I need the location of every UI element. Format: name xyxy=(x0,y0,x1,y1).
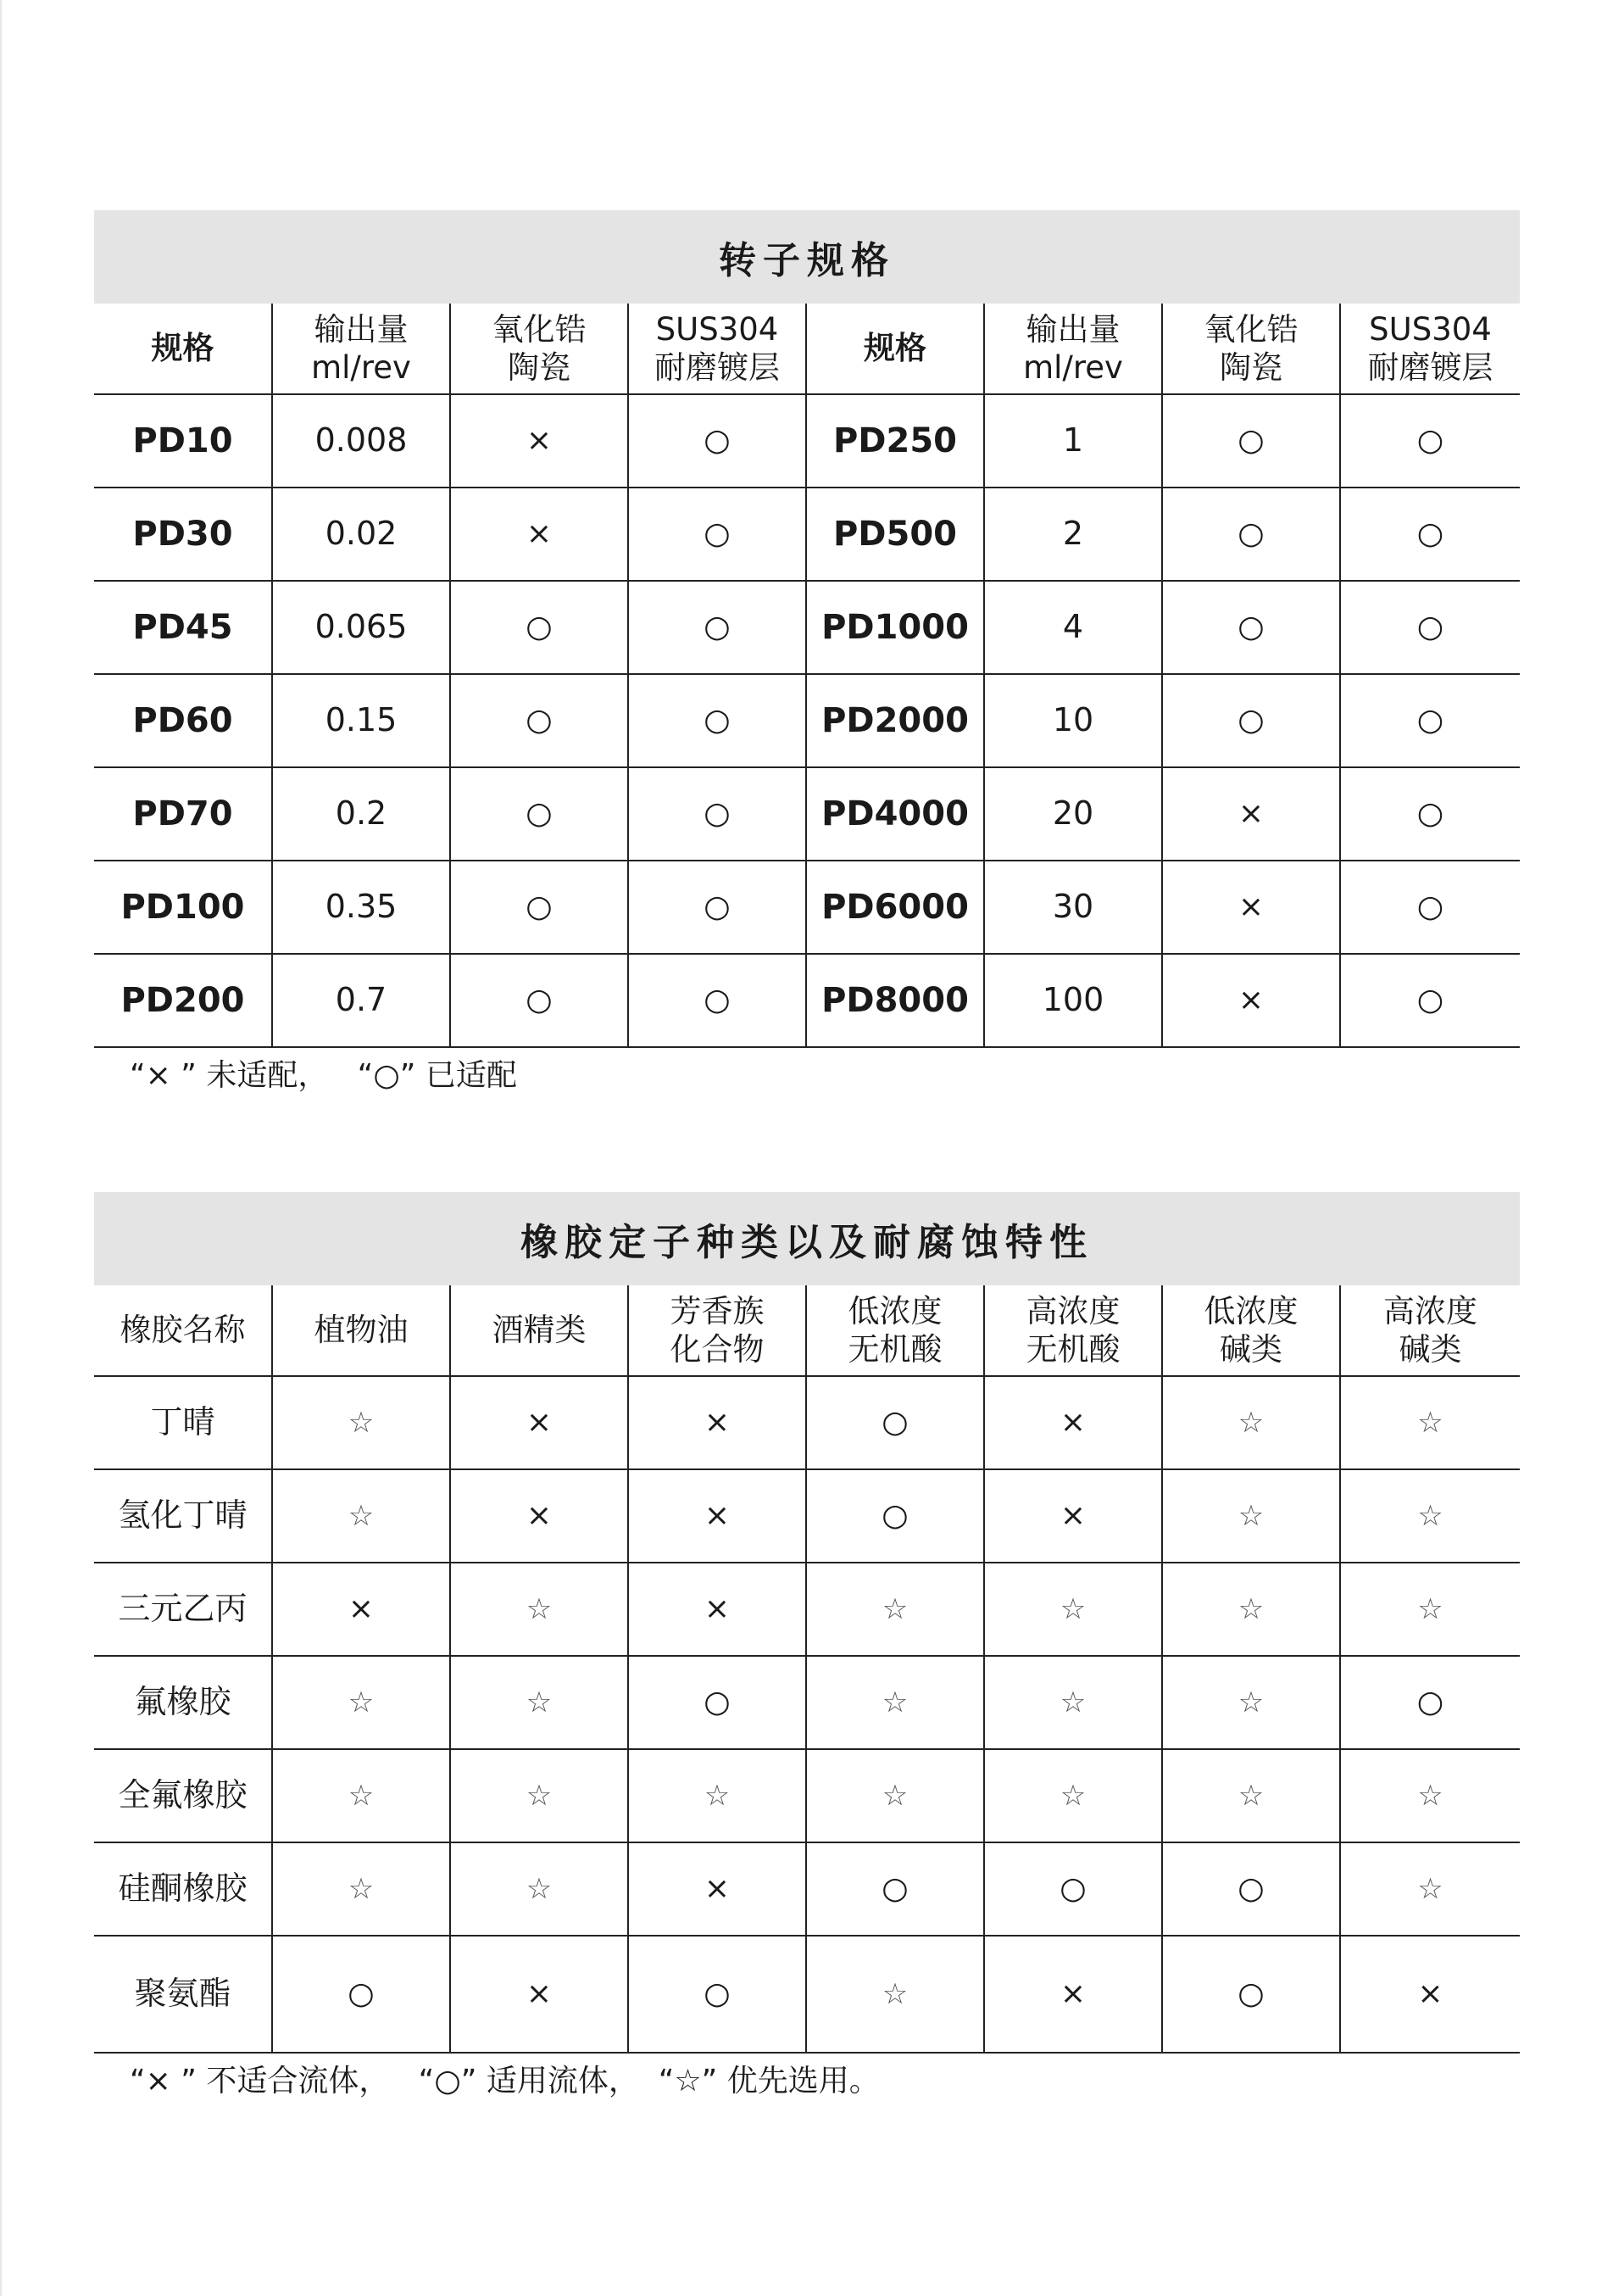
table-cell: ○ xyxy=(1340,1656,1520,1749)
table-row xyxy=(94,861,1520,954)
row-label-cell: PD250 xyxy=(806,394,984,488)
table-cell: ☆ xyxy=(1162,1656,1340,1749)
table-cell: ○ xyxy=(1340,394,1520,488)
table-cell: 三元乙丙 xyxy=(94,1563,272,1656)
table-cell: ○ xyxy=(1340,488,1520,581)
table-cell: 0.15 xyxy=(272,674,450,767)
row-label-cell: PD70 xyxy=(94,767,272,861)
table-row xyxy=(94,1656,1520,1749)
table-cell: 氢化丁晴 xyxy=(94,1469,272,1563)
table-row xyxy=(94,1749,1520,1842)
table-cell: ○ xyxy=(450,767,628,861)
table-cell: 丁晴 xyxy=(94,1376,272,1469)
table-row xyxy=(94,954,1520,1047)
table-cell: ☆ xyxy=(1162,1563,1340,1656)
table-cell: ○ xyxy=(272,1936,450,2053)
rotor-spec-section xyxy=(94,210,1520,1097)
table-cell: ○ xyxy=(1162,674,1340,767)
table-cell: × xyxy=(984,1376,1162,1469)
rotor-legend-note: “× ” 未适配， “○” 已适配 xyxy=(130,1058,517,1093)
table-cell: 0.2 xyxy=(272,767,450,861)
table-cell: × xyxy=(450,1469,628,1563)
header-row xyxy=(94,1285,1520,1376)
table-cell: ☆ xyxy=(272,1842,450,1936)
table-cell: ○ xyxy=(628,394,806,488)
table-row xyxy=(94,1376,1520,1469)
row-label-cell: PD200 xyxy=(94,954,272,1047)
row-label-cell: PD4000 xyxy=(806,767,984,861)
table-cell: ○ xyxy=(628,861,806,954)
row-label-cell: PD8000 xyxy=(806,954,984,1047)
table-cell: ○ xyxy=(450,861,628,954)
table-cell: ○ xyxy=(1162,581,1340,674)
table-cell: ☆ xyxy=(1340,1469,1520,1563)
row-label-cell: PD2000 xyxy=(806,674,984,767)
table-cell: × xyxy=(984,1936,1162,2053)
table-cell: ○ xyxy=(628,581,806,674)
page-left-edge xyxy=(0,0,2,2296)
table-cell: ☆ xyxy=(450,1563,628,1656)
table-cell: 0.02 xyxy=(272,488,450,581)
table-cell: 聚氨酯 xyxy=(94,1936,272,2053)
table-cell: ○ xyxy=(628,488,806,581)
table-row xyxy=(94,1936,1520,2053)
table-row xyxy=(94,767,1520,861)
row-label-cell: PD1000 xyxy=(806,581,984,674)
table-cell: ○ xyxy=(1340,674,1520,767)
table-cell: ○ xyxy=(450,674,628,767)
table-cell: 1 xyxy=(984,394,1162,488)
table-cell: ○ xyxy=(1340,581,1520,674)
column-header: 氧化锆 陶瓷 xyxy=(450,304,628,394)
row-label-cell: PD45 xyxy=(94,581,272,674)
table-cell: ○ xyxy=(1340,861,1520,954)
table-cell: ☆ xyxy=(1340,1376,1520,1469)
rotor-spec-title: 转子规格 xyxy=(94,210,1520,304)
table-cell: ○ xyxy=(984,1842,1162,1936)
table-cell: × xyxy=(628,1469,806,1563)
table-cell: ○ xyxy=(450,581,628,674)
table-cell: ○ xyxy=(628,954,806,1047)
table-cell: ☆ xyxy=(806,1563,984,1656)
column-header: 规格 xyxy=(94,304,272,394)
row-label-cell: PD6000 xyxy=(806,861,984,954)
table-cell: × xyxy=(1162,954,1340,1047)
column-header: 规格 xyxy=(806,304,984,394)
table-cell: 0.35 xyxy=(272,861,450,954)
column-header: 低浓度 碱类 xyxy=(1162,1285,1340,1376)
table-cell: ☆ xyxy=(450,1656,628,1749)
table-cell: × xyxy=(1162,861,1340,954)
table-cell: ☆ xyxy=(984,1749,1162,1842)
table-cell: ○ xyxy=(806,1469,984,1563)
table-cell: × xyxy=(450,394,628,488)
table-cell: ○ xyxy=(628,1936,806,2053)
table-cell: ☆ xyxy=(1340,1842,1520,1936)
table-cell: 4 xyxy=(984,581,1162,674)
table-cell: ☆ xyxy=(628,1749,806,1842)
table-cell: × xyxy=(984,1469,1162,1563)
table-row xyxy=(94,1469,1520,1563)
table-cell: ☆ xyxy=(272,1749,450,1842)
table-cell: 硅酮橡胶 xyxy=(94,1842,272,1936)
table-cell: 0.7 xyxy=(272,954,450,1047)
table-cell: ○ xyxy=(628,674,806,767)
row-label-cell: PD100 xyxy=(94,861,272,954)
column-header: 高浓度 无机酸 xyxy=(984,1285,1162,1376)
stator-resistance-table xyxy=(94,1285,1520,2054)
table-cell: 2 xyxy=(984,488,1162,581)
rotor-spec-table xyxy=(94,304,1520,1048)
column-header: 芳香族 化合物 xyxy=(628,1285,806,1376)
table-cell: 100 xyxy=(984,954,1162,1047)
table-cell: × xyxy=(450,1376,628,1469)
table-cell: ☆ xyxy=(1340,1563,1520,1656)
table-cell: × xyxy=(450,488,628,581)
column-header: 植物油 xyxy=(272,1285,450,1376)
row-label-cell: PD500 xyxy=(806,488,984,581)
table-cell: 0.065 xyxy=(272,581,450,674)
table-cell: × xyxy=(628,1376,806,1469)
table-cell: ○ xyxy=(806,1376,984,1469)
table-cell: ○ xyxy=(1162,488,1340,581)
table-cell: ○ xyxy=(1162,1936,1340,2053)
table-cell: ☆ xyxy=(272,1656,450,1749)
column-header: 橡胶名称 xyxy=(94,1285,272,1376)
table-cell: ○ xyxy=(1162,1842,1340,1936)
column-header: 输出量 ml/rev xyxy=(984,304,1162,394)
column-header: SUS304 耐磨镀层 xyxy=(628,304,806,394)
table-cell: ☆ xyxy=(984,1656,1162,1749)
table-cell: × xyxy=(1162,767,1340,861)
table-row xyxy=(94,488,1520,581)
table-cell: ☆ xyxy=(984,1563,1162,1656)
table-cell: 全氟橡胶 xyxy=(94,1749,272,1842)
table-cell: 氟橡胶 xyxy=(94,1656,272,1749)
table-cell: 0.008 xyxy=(272,394,450,488)
table-cell: 10 xyxy=(984,674,1162,767)
table-row xyxy=(94,1842,1520,1936)
column-header: 低浓度 无机酸 xyxy=(806,1285,984,1376)
row-label-cell: PD60 xyxy=(94,674,272,767)
table-cell: ☆ xyxy=(1340,1749,1520,1842)
table-cell: ○ xyxy=(1340,954,1520,1047)
table-row xyxy=(94,1563,1520,1656)
table-cell: ○ xyxy=(1162,394,1340,488)
stator-legend-note: “× ” 不适合流体， “○” 适用流体， “☆” 优先选用。 xyxy=(130,2064,880,2098)
table-cell: 20 xyxy=(984,767,1162,861)
table-cell: ☆ xyxy=(272,1376,450,1469)
column-header: 高浓度 碱类 xyxy=(1340,1285,1520,1376)
column-header: 氧化锆 陶瓷 xyxy=(1162,304,1340,394)
table-cell: × xyxy=(628,1563,806,1656)
table-cell: × xyxy=(272,1563,450,1656)
header-row xyxy=(94,304,1520,394)
table-cell: ○ xyxy=(628,767,806,861)
table-cell: × xyxy=(628,1842,806,1936)
table-cell: ○ xyxy=(628,1656,806,1749)
table-cell: ○ xyxy=(450,954,628,1047)
table-row xyxy=(94,674,1520,767)
table-cell: ☆ xyxy=(272,1469,450,1563)
table-cell: ☆ xyxy=(806,1936,984,2053)
stator-resistance-section xyxy=(94,1192,1520,2103)
row-label-cell: PD10 xyxy=(94,394,272,488)
table-row xyxy=(94,581,1520,674)
table-cell: × xyxy=(1340,1936,1520,2053)
table-cell: ☆ xyxy=(1162,1376,1340,1469)
table-cell: ☆ xyxy=(1162,1469,1340,1563)
table-cell: ☆ xyxy=(450,1842,628,1936)
row-label-cell: PD30 xyxy=(94,488,272,581)
column-header: SUS304 耐磨镀层 xyxy=(1340,304,1520,394)
column-header: 酒精类 xyxy=(450,1285,628,1376)
stator-resistance-title: 橡胶定子种类以及耐腐蚀特性 xyxy=(94,1192,1520,1285)
column-header: 输出量 ml/rev xyxy=(272,304,450,394)
table-cell: ○ xyxy=(806,1842,984,1936)
table-cell: 30 xyxy=(984,861,1162,954)
table-cell: ☆ xyxy=(806,1749,984,1842)
table-cell: × xyxy=(450,1936,628,2053)
table-cell: ☆ xyxy=(450,1749,628,1842)
table-cell: ☆ xyxy=(1162,1749,1340,1842)
table-row xyxy=(94,394,1520,488)
table-cell: ○ xyxy=(1340,767,1520,861)
table-cell: ☆ xyxy=(806,1656,984,1749)
